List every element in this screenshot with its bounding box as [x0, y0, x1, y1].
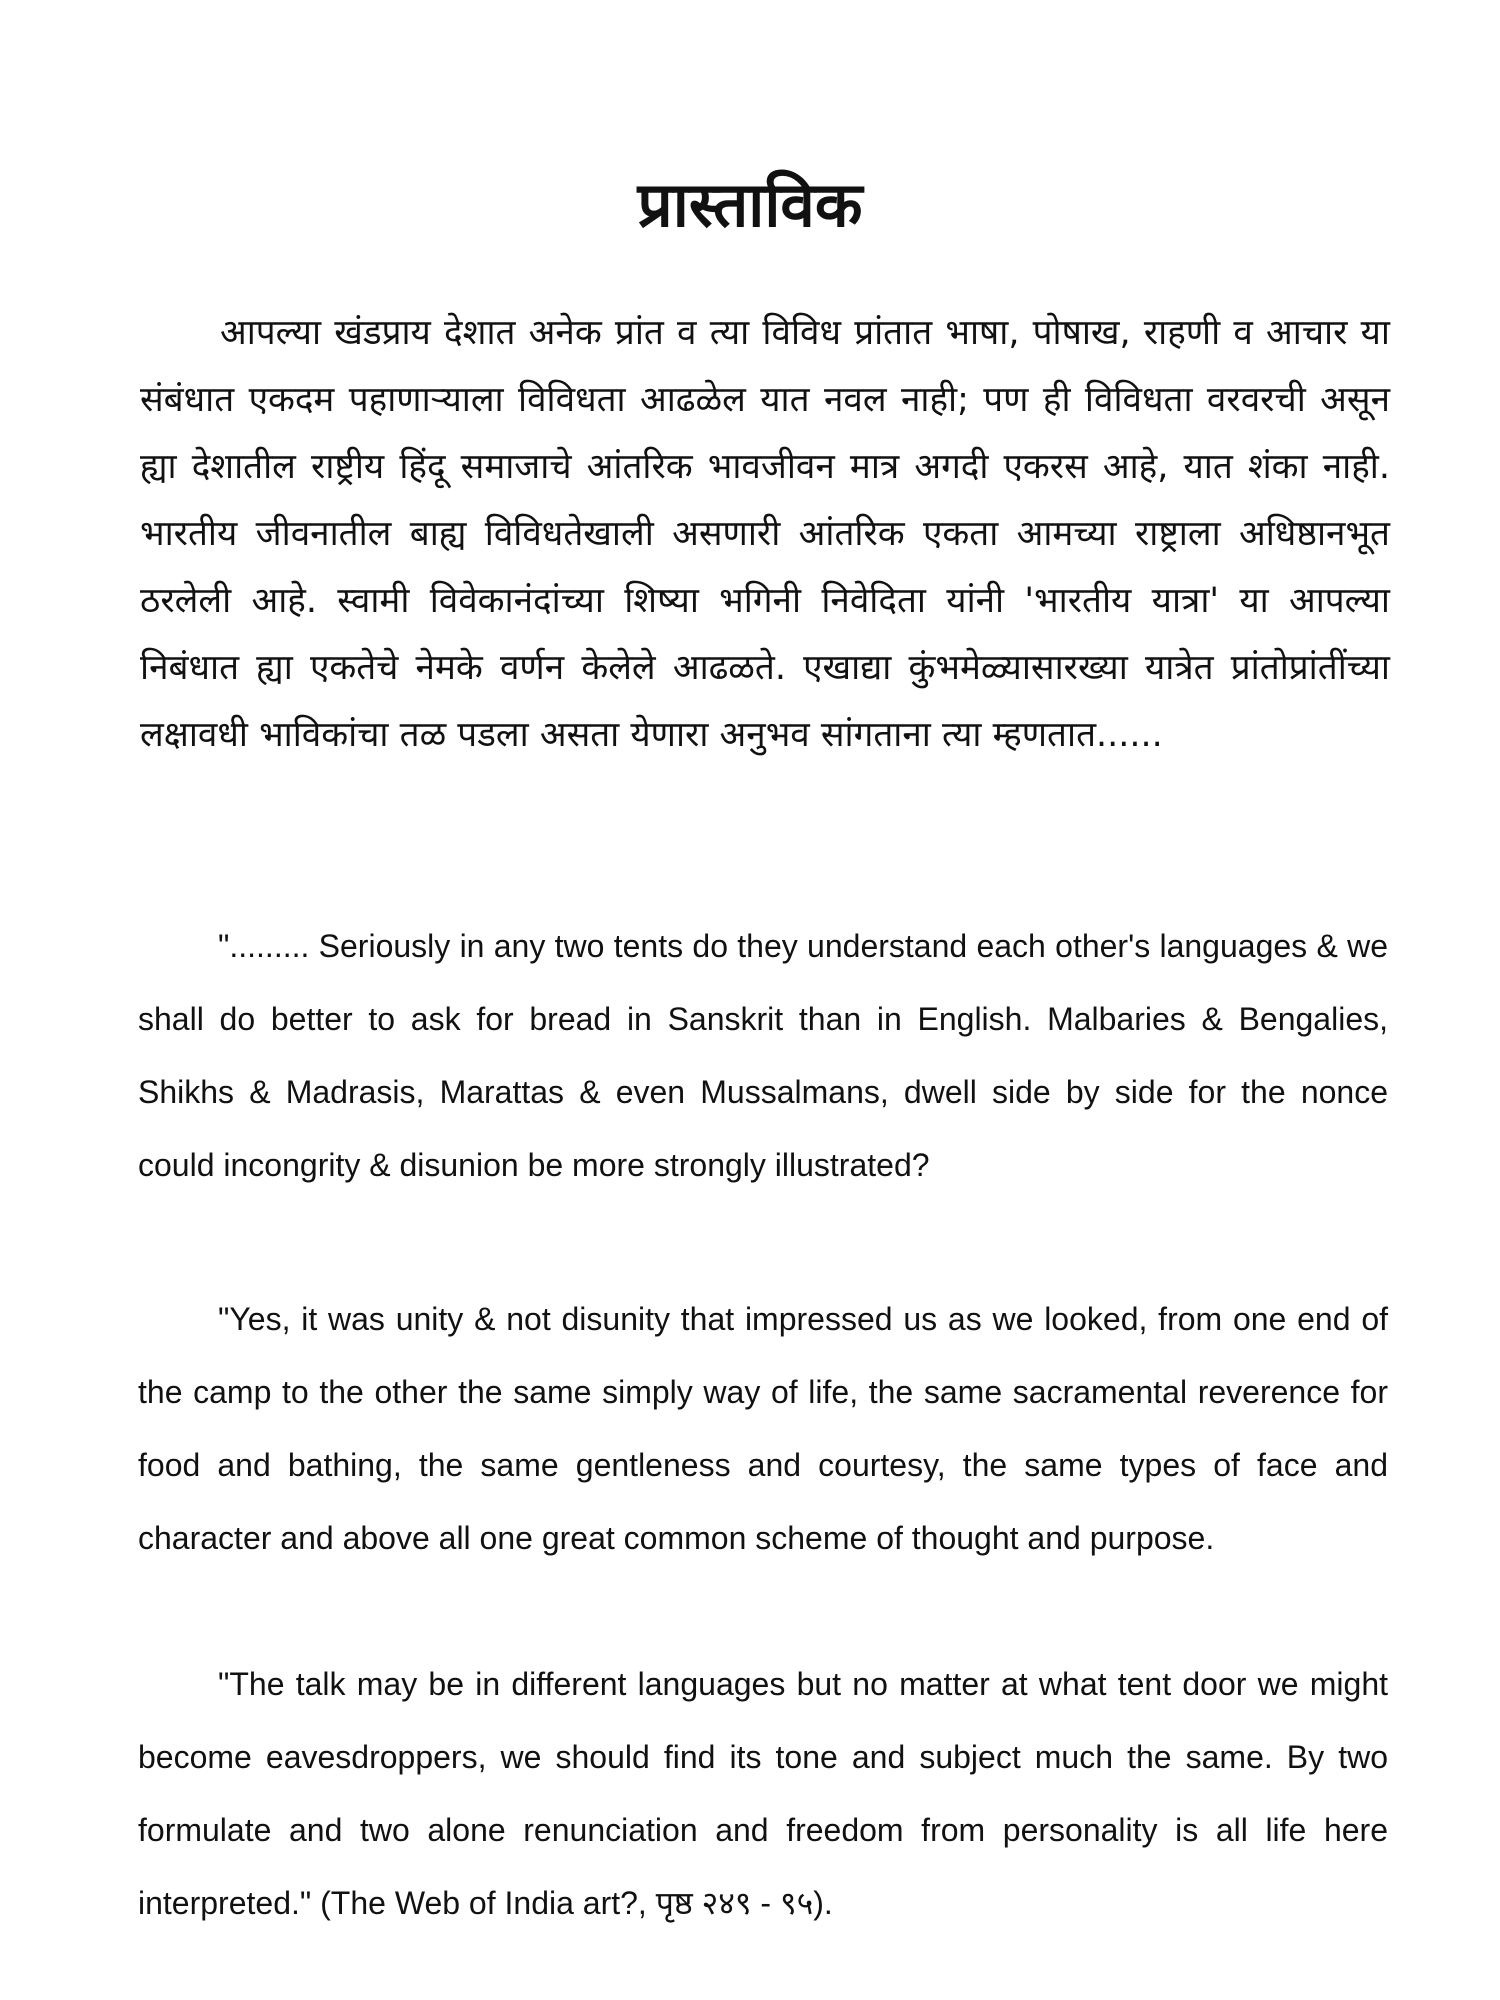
intro-paragraph-marathi: आपल्या खंडप्राय देशात अनेक प्रांत व त्या विविध प्रांतात भाषा, पोषाख, राहणी व आचार या संबंधात एकदम पहाणाऱ्याला विविधता आढळेल यात नवल नाही; पण ही विविधता वरवरची असून ह्या देशातील राष्ट्रीय हिंदू समाजाचे आंतरिक भावजीवन मात्र अगदी एकरस आहे, यात शंका नाही. भारतीय जीवनातील बाह्य विविधतेखाली असणारी आंतरिक एकता आमच्या राष्ट्राला अधिष्ठानभूत ठरलेली आहे. स्वामी विवेकानंदांच्या शिष्या भगिनी निवेदिता यांनी 'भारतीय यात्रा' या आपल्या निबंधात ह्या एकतेचे नेमके वर्णन केलेले आढळते. एखाद्या कुंभमेळ्यासारख्या यात्रेत प्रांतोप्रांतींच्या लक्षावधी भाविकांचा तळ पडला असता येणारा अनुभव सांगताना त्या म्हणतात......	[140, 313, 1390, 755]
quote-paragraph-2: "Yes, it was unity & not disunity that impressed us as we looked, from one end of the camp to the other the same simply way of life, the same sacramental reverence for food and bathing, the same gentleness and courtesy, the same types of face and character and above all one great common scheme of thought and purpose.	[138, 1301, 1388, 1556]
page-title: प्रास्ताविक	[637, 168, 863, 241]
quote-paragraph-1: "......... Seriously in any two tents do they understand each other's languages & we shall do better to ask for bread in Sanskrit than in English. Malbaries & Bengalies, Shikhs & Madrasis, Marattas & even Mussalmans, dwell side by side for the nonce could incongrity & disunion be more strongly illustrated?	[138, 928, 1388, 1183]
quote-paragraph-3: "The talk may be in different languages but no matter at what tent door we might become eavesdroppers, we should find its tone and subject much the same. By two formulate and two alone renunciation and freedom from personality is all life here interpreted." (The Web of India art?, पृष्ठ २४९ - ९५).	[138, 1666, 1388, 1921]
